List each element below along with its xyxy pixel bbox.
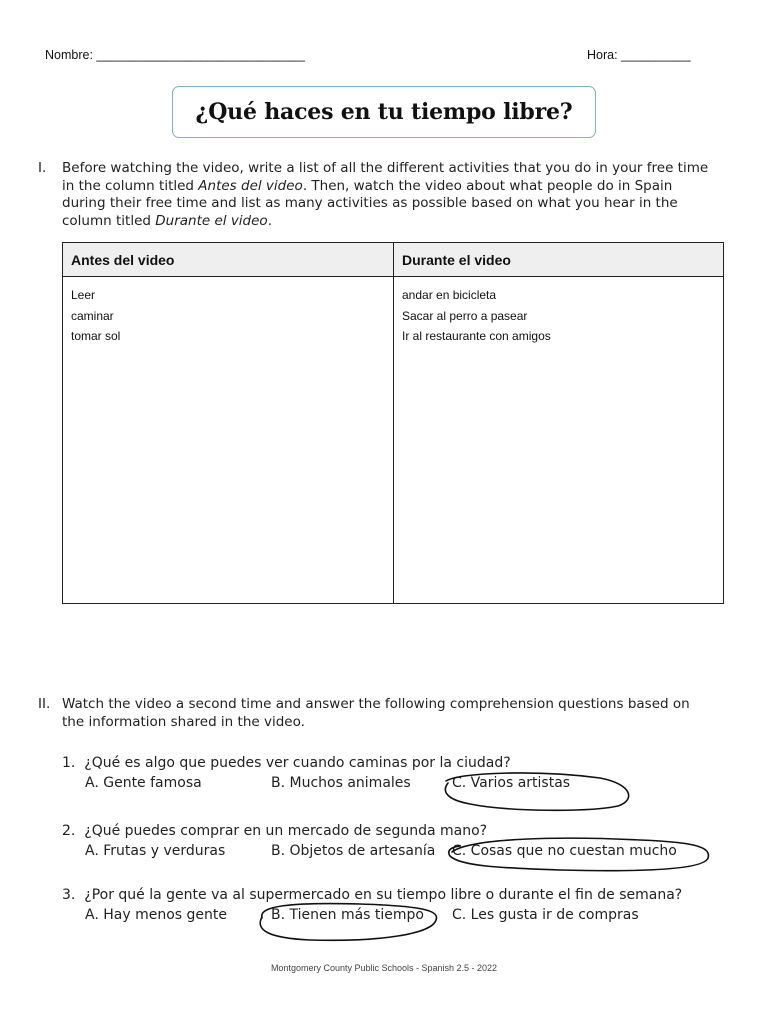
page-title: ¿Qué haces en tu tiempo libre? bbox=[195, 99, 573, 125]
question-stem: ¿Qué puedes comprar en un mercado de segunda mano? bbox=[84, 823, 488, 839]
option-c[interactable]: C. Varios artistas bbox=[452, 775, 571, 791]
before-activity: caminar bbox=[71, 308, 114, 323]
section-1-text-a: Before watching the video, write a list of all the different activities that you do in your free time in the column titled bbox=[62, 160, 709, 194]
option-b[interactable]: B. Tienen más tiempo bbox=[271, 907, 424, 923]
question-stem: ¿Qué es algo que puedes ver cuando caminas por la ciudad? bbox=[84, 755, 511, 771]
before-activity: Leer bbox=[71, 288, 96, 302]
section-1-instructions bbox=[38, 160, 710, 230]
option-c[interactable]: C. Les gusta ir de compras bbox=[452, 907, 639, 923]
question-3 bbox=[62, 887, 742, 927]
during-column-cell[interactable] bbox=[394, 277, 724, 604]
page-footer: Montgomery County Public Schools - Spanish 2.5 - 2022 bbox=[270, 963, 498, 973]
period-field[interactable]: Hora: __________ bbox=[587, 48, 691, 62]
activities-table bbox=[62, 242, 724, 604]
question-1 bbox=[62, 755, 742, 795]
option-b[interactable]: B. Objetos de artesanía bbox=[271, 843, 436, 859]
question-stem: ¿Por qué la gente va al supermercado en su tiempo libre o durante el fin de semana? bbox=[84, 887, 683, 903]
option-a[interactable]: A. Gente famosa bbox=[85, 775, 202, 791]
section-2-numeral: II. bbox=[38, 696, 51, 712]
section-1-text-b: . Then, watch the video about what people do in Spain during their free time and list as many activities as possible based on what you hear in the column titled bbox=[62, 177, 678, 229]
during-activity: Sacar al perro a pasear bbox=[402, 308, 528, 323]
question-2 bbox=[62, 823, 742, 863]
during-activity: andar en bicicleta bbox=[402, 288, 497, 302]
option-a[interactable]: A. Hay menos gente bbox=[85, 907, 227, 923]
section-2-instructions bbox=[38, 696, 710, 731]
question-number: 1. bbox=[62, 755, 76, 771]
column-header-during: Durante el video bbox=[394, 243, 724, 277]
option-c[interactable]: C. Cosas que no cuestan mucho bbox=[452, 843, 677, 859]
during-activity: Ir al restaurante con amigos bbox=[402, 329, 551, 343]
question-number: 2. bbox=[62, 823, 76, 839]
question-number: 3. bbox=[62, 887, 76, 903]
before-column-cell[interactable] bbox=[63, 277, 394, 604]
section-2-text: Watch the video a second time and answer the following comprehension questions based on the information shared in the video. bbox=[62, 696, 690, 730]
section-1-numeral: I. bbox=[38, 160, 47, 176]
section-1-text-c: . bbox=[267, 212, 272, 229]
before-activity: tomar sol bbox=[71, 329, 121, 343]
option-a[interactable]: A. Frutas y verduras bbox=[85, 843, 226, 859]
column-header-before: Antes del video bbox=[63, 243, 394, 277]
title-box bbox=[172, 86, 596, 138]
section-1-italic-b: Durante el video bbox=[155, 212, 268, 229]
name-field[interactable]: Nombre: ______________________________ bbox=[45, 48, 305, 62]
option-b[interactable]: B. Muchos animales bbox=[271, 775, 411, 791]
section-1-italic-a: Antes del video bbox=[198, 177, 303, 194]
